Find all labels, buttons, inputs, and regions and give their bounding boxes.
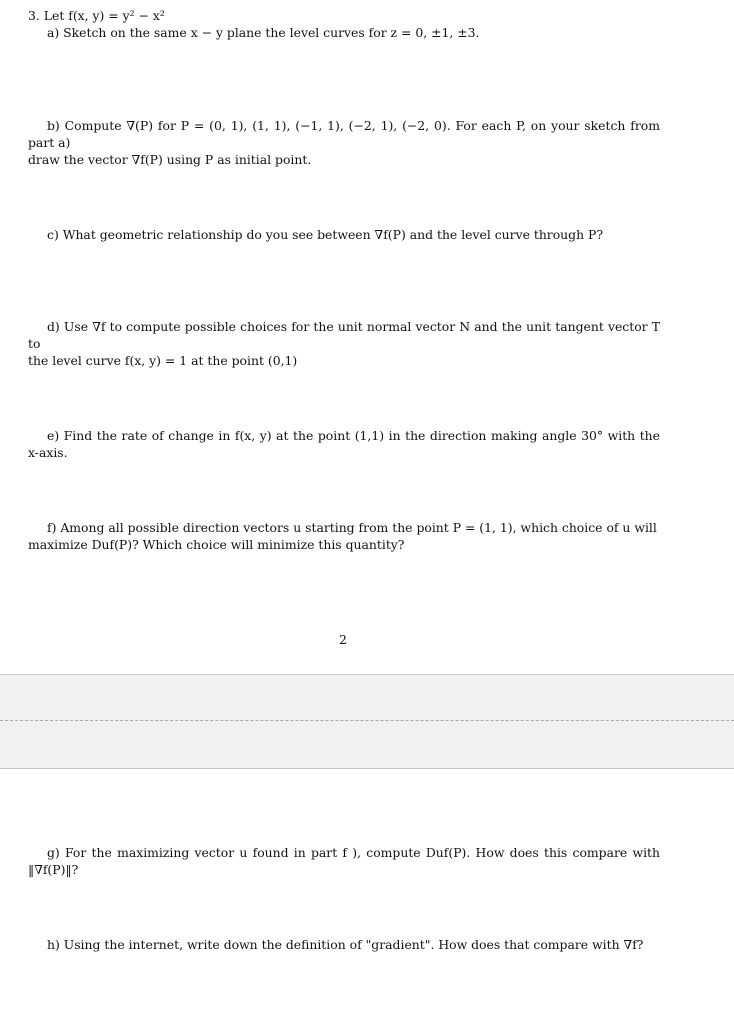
part-e <box>28 427 660 461</box>
part-c-text: c) What geometric relationship do you see between ∇f(P) and the level curve through P? <box>47 227 603 242</box>
page-number: 2 <box>339 632 347 647</box>
part-c <box>28 226 660 243</box>
part-f-line1: f) Among all possible direction vectors u starting from the point P = (1, 1), which choice of u will <box>47 520 657 535</box>
part-e-text: e) Find the rate of change in f(x, y) at the point (1,1) in the direction making angle 30° with the x-axis. <box>28 428 660 460</box>
problem-header <box>28 7 660 24</box>
part-d <box>28 318 660 369</box>
page-break-gap <box>0 674 734 769</box>
part-h <box>28 936 660 953</box>
part-d-line1: d) Use ∇f to compute possible choices for the unit normal vector N and the unit tangent vector T to <box>28 319 660 351</box>
part-f-line2: maximize Duf(P)? Which choice will minimize this quantity? <box>28 537 405 552</box>
part-b-line2: draw the vector ∇f(P) using P as initial point. <box>28 152 312 167</box>
page-break-line <box>0 720 734 721</box>
part-g <box>28 844 660 878</box>
problem-header-text: 3. Let f(x, y) = y² − x² <box>28 8 165 23</box>
part-d-line2: the level curve f(x, y) = 1 at the point (0,1) <box>28 353 298 368</box>
part-f <box>28 519 660 553</box>
part-b <box>28 117 660 168</box>
part-a-text: a) Sketch on the same x − y plane the level curves for z = 0, ±1, ±3. <box>47 25 480 40</box>
part-h-text: h) Using the internet, write down the definition of "gradient". How does that compare with ∇f? <box>47 937 644 952</box>
part-b-line1: b) Compute ∇(P) for P = (0, 1), (1, 1), (−1, 1), (−2, 1), (−2, 0). For each P, on your sketch from part a) <box>28 118 660 150</box>
part-g-text: g) For the maximizing vector u found in part f ), compute Duf(P). How does this compare with ‖∇f(P)‖? <box>28 845 660 877</box>
part-a <box>28 24 660 41</box>
